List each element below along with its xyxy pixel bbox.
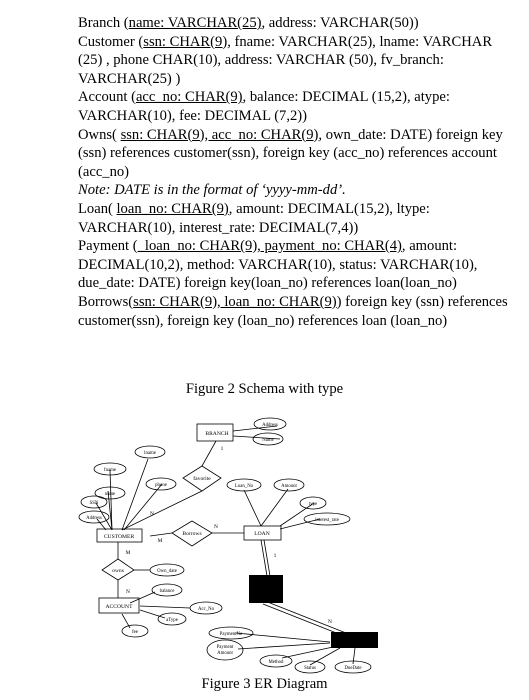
card-weak-payment: N xyxy=(328,619,332,625)
label-status: Status xyxy=(304,666,316,671)
label-type: type xyxy=(308,502,318,507)
key-attributes: acc_no: CHAR(9) xyxy=(135,89,243,106)
schema-text-segment: Note: DATE is in the format of ‘yyyy-mm-dd’. xyxy=(78,182,346,199)
black-block-weak-relationship xyxy=(249,575,283,603)
label-loan-no: Loan_No xyxy=(234,484,254,489)
label-payment-amount: Payment Amount xyxy=(216,645,234,656)
label-ssn: SSN xyxy=(89,501,99,506)
label-interest-rate: interest_rate xyxy=(315,518,339,523)
schema-text-segment: Owns( xyxy=(78,126,121,143)
label-loan-amount: Amount xyxy=(281,484,297,489)
figure-2-caption: Figure 2 Schema with type xyxy=(185,381,344,397)
schema-text-segment: Customer ( xyxy=(78,33,144,50)
card-fav-branch: 1 xyxy=(220,446,224,452)
label-customer-address: Address xyxy=(86,516,102,521)
label-due-date: DueDate xyxy=(344,666,362,671)
card-bor-customer: M xyxy=(157,538,163,544)
label-name: name xyxy=(104,492,116,497)
label-borrows: Borrows xyxy=(182,531,202,537)
label-lname: lname xyxy=(144,451,156,456)
schema-text-segment: , amount: DECIMAL(10,2), method: VARCHAR(10), status: VARCHAR(10), due_date: DATE) foreign key(loan_no) references loan(loan_no) xyxy=(78,238,478,292)
label-branch: BRANCH xyxy=(205,431,229,437)
card-owns-customer: M xyxy=(125,550,131,556)
schema-text-segment: , own_date: DATE) foreign key (ssn) references customer(ssn), foreign key (acc_no) references account (acc_no) xyxy=(78,126,503,180)
card-loan-weak: 1 xyxy=(273,553,277,559)
label-phone: phone xyxy=(155,483,167,488)
label-favorite: favorite xyxy=(193,476,211,482)
attr-payment-amount xyxy=(207,640,243,660)
card-bor-loan: N xyxy=(214,524,218,530)
label-owns: owns xyxy=(112,568,124,574)
schema-text-segment: ) foreign key (ssn) references customer(ssn), foreign key (loan_no) references loan (loan_no) xyxy=(78,293,508,329)
label-branch-name: Name xyxy=(262,438,274,443)
label-balance: balance xyxy=(159,589,175,594)
schema-text-segment: Loan( xyxy=(78,200,117,217)
label-atype: aType xyxy=(166,618,178,623)
label-loan: LOAN xyxy=(254,531,270,537)
key-attributes: _loan_no: CHAR(9), payment_no: CHAR(4) xyxy=(137,238,402,255)
schema-text-segment: Account ( xyxy=(78,89,136,106)
key-attributes: ssn: CHAR(9), acc_no: CHAR(9) xyxy=(120,126,319,143)
schema-text-segment: , fname: VARCHAR(25), lname: VARCHAR (25) , phone CHAR(10), address: VARCHAR (50), fv_branch: VARCHAR(25) ) xyxy=(78,33,493,87)
figure-3-caption: Figure 3 ER Diagram xyxy=(201,676,328,692)
label-branch-address: Address xyxy=(262,423,278,428)
label-payment-no: PaymentNo xyxy=(219,632,243,637)
key-attributes: ssn: CHAR(9) xyxy=(143,33,228,50)
label-fname: fname xyxy=(104,468,116,473)
card-fav-customer: N xyxy=(150,511,154,517)
key-attributes: ssn: CHAR(9), loan_no: CHAR(9) xyxy=(133,293,337,310)
label-method: Method xyxy=(268,660,284,665)
schema-text-segment: , amount: DECIMAL(15,2), ltype: VARCHAR(10), interest_rate: DECIMAL(7,4)) xyxy=(78,200,430,236)
schema-text-segment: Payment ( xyxy=(78,238,138,255)
key-attributes: name: VARCHAR(25) xyxy=(128,15,262,31)
schema-text-segment: , balance: DECIMAL (15,2), atype: VARCHAR(10), fee: DECIMAL (7,2)) xyxy=(78,89,450,124)
schema-text-segment: Borrows( xyxy=(78,293,134,310)
label-acc-no: Acc_No xyxy=(198,607,214,612)
schema-text-segment: , address: VARCHAR(50)) xyxy=(261,15,419,31)
black-block-payment xyxy=(331,632,378,648)
key-attributes: loan_no: CHAR(9) xyxy=(116,200,229,217)
schema-text-segment: Branch ( xyxy=(78,15,129,31)
label-own-date: Own_date xyxy=(157,569,177,574)
card-owns-account: N xyxy=(126,589,130,595)
label-account: ACCOUNT xyxy=(105,604,133,610)
label-customer: CUSTOMER xyxy=(103,534,135,540)
label-fee: fee xyxy=(132,630,138,635)
